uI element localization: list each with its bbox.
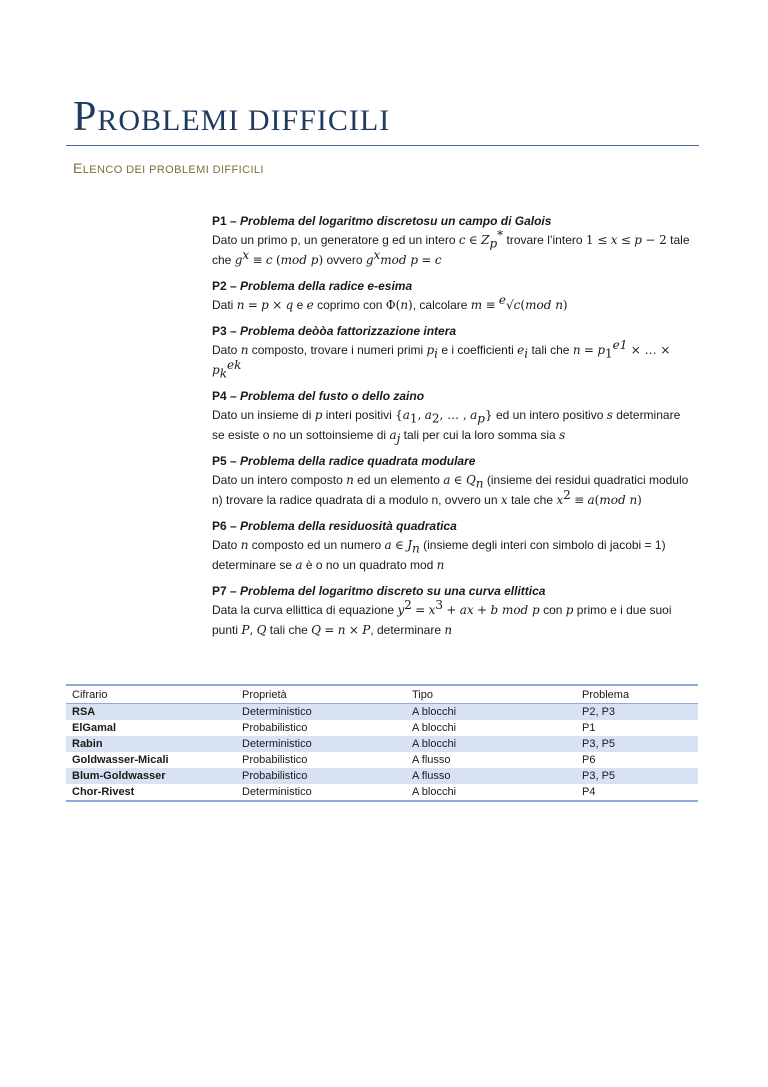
cell-tipo: A blocchi — [406, 704, 576, 721]
problem-name: Problema del logaritmo discretosu un campo di Galois — [240, 214, 552, 228]
cell-proprieta: Deterministico — [236, 784, 406, 801]
cell-cifrario: Rabin — [66, 736, 236, 752]
problem-description: Dato un insieme di p interi positivi {$a_1$, $a_2$, … , $a_p$} ed un intero positivo s determinare se esiste o no un sottoinsieme di $a_j$ tali per cui la loro somma sia s — [212, 408, 681, 446]
cell-tipo: A flusso — [412, 754, 451, 766]
problem-code: P3 – — [212, 324, 241, 338]
cell-tipo: A blocchi — [406, 784, 576, 801]
problem-name: Problema della radice quadrata modulare — [240, 454, 476, 468]
problem-title — [212, 453, 692, 470]
problem-name: Problema della radice e-esima — [240, 279, 413, 293]
page-title-initial: P — [73, 94, 98, 140]
cell-problema: P6 — [582, 754, 596, 766]
table-row — [66, 752, 698, 768]
problem-name: Problema deòòa fattorizzazione intera — [240, 324, 457, 338]
cell-problema: P2, P3 — [576, 704, 698, 721]
cell-proprieta: Probabilistico — [242, 722, 308, 734]
column-header-proprieta: Proprietà — [236, 685, 406, 704]
cell-proprieta: Deterministico — [236, 704, 406, 721]
problem-p4 — [212, 388, 692, 445]
table-row — [66, 768, 698, 784]
cell-proprieta: Probabilistico — [242, 754, 308, 766]
cell-cifrario: Chor-Rivest — [66, 784, 236, 801]
cell-problema: P4 — [576, 784, 698, 801]
problem-description: Dato un primo p, un generatore g ed un intero c ∈ $Z_p^*$ trovare l’intero 1 ≤ x ≤ p − 2 tale che $g^x \equiv c$ (mod p) ovvero $g^xmod$ p = c — [212, 228, 690, 267]
problem-name: Problema della residuosità quadratica — [240, 519, 457, 533]
page-title — [73, 96, 390, 138]
problem-p1 — [212, 213, 692, 270]
page-subtitle-initial: E — [73, 160, 83, 176]
cell-cifrario: RSA — [66, 704, 236, 721]
page-subtitle-rest: LENCO DEI PROBLEMI DIFFICILI — [82, 164, 264, 176]
problem-name: Problema del logaritmo discreto su una curva ellittica — [240, 584, 546, 598]
page-title-rest: ROBLEMI DIFFICILI — [97, 104, 391, 137]
problem-code: P4 – — [212, 389, 241, 403]
cell-proprieta: Probabilistico — [236, 768, 406, 784]
table-row — [66, 720, 698, 736]
cipher-table — [66, 684, 698, 802]
problem-code: P7 – — [212, 584, 241, 598]
problem-title — [212, 278, 692, 295]
page-subtitle — [73, 160, 264, 176]
problem-name: Problema del fusto o dello zaino — [240, 389, 425, 403]
problem-p7 — [212, 583, 692, 640]
cell-cifrario: Blum-Goldwasser — [66, 768, 236, 784]
cell-problema: P3, P5 — [576, 768, 698, 784]
problem-title — [212, 518, 692, 535]
cell-proprieta: Deterministico — [236, 736, 406, 752]
problem-code: P6 – — [212, 519, 241, 533]
column-header-problema: Problema — [576, 685, 698, 704]
problem-description: Dato un intero composto n ed un elemento a ∈ $Q_n$ (insieme dei residui quadratici modulo n) trovare la radice quadrata di a modulo n, ovvero un x tale che $x^2 \equiv a(mod$ n) — [212, 473, 689, 507]
table-row — [66, 704, 698, 721]
cell-problema: P1 — [582, 722, 596, 734]
table-row — [66, 784, 698, 801]
problem-title — [212, 388, 692, 405]
problem-title — [212, 583, 692, 600]
problem-code: P5 – — [212, 454, 241, 468]
problem-p5 — [212, 453, 692, 510]
problem-description: Dati n = p × q e e coprimo con Φ(n), calcolare m ≡ $^e$√c(mod n) — [212, 293, 568, 312]
problem-description: Dato n composto ed un numero a ∈ $J_n$ (insieme degli interi con simbolo di jacobi = 1) determinare se a è o no un quadrato mod n — [212, 538, 666, 572]
cell-cifrario: Goldwasser-Micali — [72, 754, 169, 766]
problem-code: P2 – — [212, 279, 241, 293]
problem-p3 — [212, 323, 692, 380]
problem-description: Data la curva ellittica di equazione $y^2 = x^3$ + ax + b mod p con p primo e i due suoi punti P, Q tali che Q = n × P, determinare n — [212, 598, 672, 637]
problem-description: Dato n composto, trovare i numeri primi $p_i$ e i coefficienti $e_i$ tali che $n = p_1^{e1}$ × … × $p_k^{ek}$ — [212, 338, 671, 381]
cell-cifrario: ElGamal — [72, 722, 117, 734]
cell-tipo: A blocchi — [406, 736, 576, 752]
column-header-cifrario: Cifrario — [66, 685, 236, 704]
problem-list — [212, 213, 692, 648]
column-header-tipo: Tipo — [406, 685, 576, 704]
cell-tipo: A flusso — [406, 768, 576, 784]
problem-title — [212, 213, 692, 230]
problem-p6 — [212, 518, 692, 575]
cell-problema: P3, P5 — [576, 736, 698, 752]
cell-tipo: A blocchi — [412, 722, 457, 734]
title-rule — [66, 145, 699, 146]
problem-p2 — [212, 278, 692, 315]
table-header-row — [66, 685, 698, 704]
problem-code: P1 – — [212, 214, 241, 228]
table-row — [66, 736, 698, 752]
